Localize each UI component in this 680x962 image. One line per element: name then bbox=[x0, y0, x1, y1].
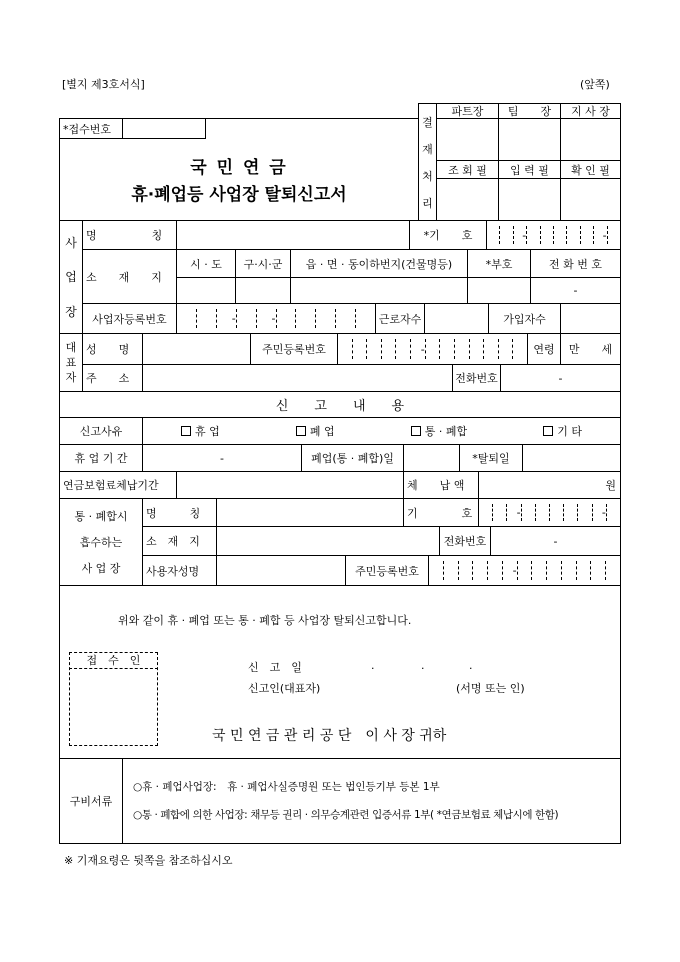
digit-cell[interactable] bbox=[541, 226, 554, 244]
option-label: 폐 업 bbox=[309, 425, 335, 438]
digit-cell[interactable] bbox=[550, 504, 564, 521]
arrears-amount-field[interactable]: 원 bbox=[478, 471, 621, 499]
digit-cell[interactable] bbox=[547, 561, 562, 580]
checkbox-icon[interactable] bbox=[296, 426, 306, 436]
digit-cell[interactable] bbox=[564, 504, 578, 521]
rep-phone-field[interactable]: - bbox=[500, 364, 621, 392]
rep-address-label: 주 소 bbox=[82, 364, 143, 392]
digit-cell[interactable] bbox=[567, 226, 580, 244]
section-line: 통 · 폐합시 bbox=[74, 510, 128, 523]
page-side: (앞쪽) bbox=[580, 78, 610, 91]
approval-char: 재 bbox=[422, 142, 433, 156]
merger-phone-label: 전화번호 bbox=[439, 526, 491, 556]
digit-cell[interactable] bbox=[237, 309, 257, 328]
signature-box[interactable] bbox=[436, 178, 499, 221]
report-date-label: 신 고 일 bbox=[248, 661, 302, 674]
addressee: 국 민 연 금 관 리 공 단 이 사 장 귀하 bbox=[212, 728, 447, 744]
digit-cell[interactable]: - bbox=[411, 339, 426, 359]
declaration-statement: 위와 같이 휴 · 폐업 또는 통 · 폐합 등 사업장 탈퇴신고합니다. bbox=[118, 614, 412, 627]
addr-col-head: 시 · 도 bbox=[176, 249, 236, 278]
signature-box[interactable] bbox=[560, 118, 621, 161]
receiver-label: 접 수 인 bbox=[69, 652, 158, 669]
approval-char: 결 bbox=[422, 115, 433, 129]
merger-code-label: 기 호 bbox=[403, 498, 479, 527]
digit-cell[interactable] bbox=[336, 309, 356, 328]
approval-head: 파트장 bbox=[436, 103, 499, 119]
documents-label: 구비서류 bbox=[59, 758, 123, 844]
section-char: 자 bbox=[65, 371, 77, 384]
receipt-number-field[interactable] bbox=[122, 118, 206, 139]
digit-cell[interactable] bbox=[426, 339, 441, 359]
digit-cell[interactable] bbox=[367, 339, 382, 359]
employer-name-label: 사용자성명 bbox=[142, 555, 217, 586]
digit-cell[interactable] bbox=[591, 561, 606, 580]
digit-cell[interactable] bbox=[522, 504, 536, 521]
digit-cell[interactable] bbox=[554, 226, 567, 244]
workplace-section-label bbox=[59, 220, 83, 334]
digit-cell[interactable] bbox=[577, 561, 592, 580]
digit-cell[interactable] bbox=[606, 561, 620, 580]
document-item: ○휴 · 폐업사업장: 휴 · 폐업사실증명원 또는 법인등기부 등본 1부 bbox=[133, 781, 440, 793]
age-label: 연령 bbox=[527, 333, 561, 365]
checkbox-icon[interactable] bbox=[181, 426, 191, 436]
option-label: 통 · 폐합 bbox=[424, 425, 468, 438]
digit-cell[interactable] bbox=[473, 561, 488, 580]
digit-cell[interactable] bbox=[487, 226, 500, 244]
title-line1: 국 민 연 금 bbox=[190, 157, 288, 178]
digit-cell[interactable] bbox=[499, 339, 514, 359]
signature-box[interactable] bbox=[498, 178, 561, 221]
digit-cell[interactable] bbox=[296, 309, 316, 328]
digit-cell[interactable]: - bbox=[217, 309, 237, 328]
section-char: 사 bbox=[65, 235, 77, 250]
merger-name-field[interactable] bbox=[216, 498, 404, 527]
digit-cell[interactable] bbox=[513, 339, 527, 359]
digit-cell[interactable]: - bbox=[594, 226, 607, 244]
reporter-label: 신고인(대표자) bbox=[248, 682, 321, 695]
workplace-phone-field[interactable]: - bbox=[530, 277, 621, 304]
area-code-field[interactable] bbox=[467, 277, 531, 304]
suspension-period-label: 휴 업 기 간 bbox=[59, 444, 143, 472]
representative-section-label bbox=[59, 333, 83, 392]
digit-cell[interactable] bbox=[277, 309, 297, 328]
digit-cell[interactable]: - bbox=[503, 561, 518, 580]
signature-label: (서명 또는 인) bbox=[456, 682, 525, 695]
approval-head: 지 사 장 bbox=[560, 103, 621, 119]
digit-cell[interactable] bbox=[527, 226, 540, 244]
merger-code-field[interactable] bbox=[478, 498, 621, 527]
addr-col-head: *부호 bbox=[467, 249, 531, 278]
digit-cell[interactable] bbox=[500, 226, 513, 244]
rep-rrn-label: 주민등록번호 bbox=[250, 333, 338, 365]
arrears-amount-label: 체 납 액 bbox=[403, 471, 479, 499]
rep-address-field[interactable] bbox=[142, 364, 453, 392]
digit-cell[interactable] bbox=[488, 561, 503, 580]
digit-cell[interactable] bbox=[429, 561, 444, 580]
suspension-period-field[interactable]: - bbox=[142, 444, 302, 472]
street-address-field[interactable] bbox=[290, 277, 468, 304]
documents-box bbox=[122, 758, 621, 844]
age-field[interactable]: 만 세 bbox=[560, 333, 621, 365]
merger-section-label bbox=[59, 498, 143, 586]
merger-name-label: 명 칭 bbox=[142, 498, 217, 527]
members-field[interactable] bbox=[560, 303, 621, 334]
approval-head: 입 력 필 bbox=[498, 160, 561, 179]
checkbox-icon[interactable] bbox=[543, 426, 553, 436]
digit-cell[interactable] bbox=[493, 504, 507, 521]
digit-cell[interactable] bbox=[484, 339, 499, 359]
document-item: ○통 · 폐합에 의한 사업장: 채무등 권리 · 의무승계관련 입증서류 1부( *연금보험료 체납시에 한함) bbox=[133, 809, 559, 821]
merger-address-label: 소 재 지 bbox=[142, 526, 217, 556]
district-field[interactable] bbox=[235, 277, 291, 304]
approval-char: 리 bbox=[422, 196, 433, 210]
merger-address-field[interactable] bbox=[216, 526, 440, 556]
digit-cell[interactable] bbox=[396, 339, 411, 359]
approval-label bbox=[418, 103, 437, 221]
date-dot: . bbox=[421, 659, 425, 672]
digit-cell[interactable] bbox=[578, 504, 592, 521]
approval-char: 처 bbox=[422, 169, 433, 183]
digit-cell[interactable]: - bbox=[507, 504, 521, 521]
signature-box[interactable] bbox=[560, 178, 621, 221]
section-line: 사 업 장 bbox=[81, 562, 121, 575]
approval-head: 조 회 필 bbox=[436, 160, 499, 179]
arrears-period-field[interactable] bbox=[176, 471, 404, 499]
reason-options bbox=[142, 417, 621, 445]
signature-box[interactable] bbox=[436, 118, 499, 161]
digit-cell[interactable] bbox=[470, 339, 485, 359]
workplace-address-label: 소 재 지 bbox=[82, 249, 177, 304]
receipt-number-label: *접수번호 bbox=[59, 118, 123, 139]
employer-rrn-field[interactable] bbox=[428, 555, 621, 586]
workplace-name-field[interactable] bbox=[176, 220, 410, 250]
closure-date-field[interactable] bbox=[403, 444, 460, 472]
digit-cell[interactable] bbox=[444, 561, 459, 580]
rep-rrn-field[interactable] bbox=[337, 333, 528, 365]
title-line2: 휴·폐업등 사업장 탈퇴신고서 bbox=[131, 184, 347, 205]
footer-note: ※ 기재요령은 뒷쪽을 참조하십시오 bbox=[64, 854, 233, 867]
approval-head: 팀 장 bbox=[498, 103, 561, 119]
business-number-label: 사업자등록번호 bbox=[82, 303, 177, 334]
digit-cell[interactable] bbox=[197, 309, 217, 328]
business-number-field[interactable] bbox=[176, 303, 376, 334]
digit-cell[interactable] bbox=[562, 561, 577, 580]
withdraw-date-label: *탈퇴일 bbox=[459, 444, 523, 472]
digit-cell[interactable] bbox=[459, 561, 474, 580]
digit-cell[interactable]: - bbox=[257, 309, 277, 328]
addr-col-head: 읍 · 면 · 동이하번지(건물명등) bbox=[290, 249, 468, 278]
form-number: [별지 제3호서식] bbox=[62, 78, 145, 91]
province-field[interactable] bbox=[176, 277, 236, 304]
members-label: 가입자수 bbox=[488, 303, 561, 334]
report-heading: 신 고 내 용 bbox=[59, 391, 621, 418]
digit-cell[interactable] bbox=[356, 309, 375, 328]
workers-field[interactable] bbox=[424, 303, 489, 334]
workplace-code-label: *기 호 bbox=[409, 220, 487, 250]
section-line: 흡수하는 bbox=[79, 536, 123, 549]
digit-cell[interactable] bbox=[518, 561, 533, 580]
workplace-code-field[interactable] bbox=[486, 220, 621, 250]
option-label: 휴 업 bbox=[195, 425, 220, 438]
digit-cell[interactable] bbox=[338, 339, 353, 359]
date-dot: . bbox=[469, 659, 473, 672]
option-label: 기 타 bbox=[557, 425, 582, 438]
digit-cell[interactable] bbox=[607, 504, 620, 521]
addr-col-head: 전 화 번 호 bbox=[530, 249, 621, 278]
checkbox-icon[interactable] bbox=[411, 426, 421, 436]
digit-cell[interactable] bbox=[177, 309, 197, 328]
approval-head: 확 인 필 bbox=[560, 160, 621, 179]
workers-label: 근로자수 bbox=[375, 303, 425, 334]
employer-rrn-label: 주민등록번호 bbox=[345, 555, 429, 586]
section-char: 표 bbox=[65, 356, 77, 369]
digit-cell[interactable] bbox=[316, 309, 336, 328]
merger-phone-field[interactable]: - bbox=[490, 526, 621, 556]
reason-option-merger[interactable] bbox=[411, 423, 467, 439]
reason-option-suspension[interactable] bbox=[181, 423, 220, 439]
digit-cell[interactable] bbox=[455, 339, 470, 359]
workplace-name-label: 명 칭 bbox=[82, 220, 177, 250]
closure-date-label: 폐업(통 · 폐합)일 bbox=[301, 444, 404, 472]
digit-cell[interactable] bbox=[608, 226, 620, 244]
digit-cell[interactable]: - bbox=[514, 226, 527, 244]
withdraw-date-field[interactable] bbox=[522, 444, 621, 472]
digit-cell[interactable] bbox=[532, 561, 547, 580]
arrears-period-label: 연금보험료체납기간 bbox=[59, 471, 177, 499]
reason-option-other[interactable] bbox=[543, 423, 582, 439]
digit-cell[interactable] bbox=[581, 226, 594, 244]
rep-phone-label: 전화번호 bbox=[452, 364, 501, 392]
reason-label: 신고사유 bbox=[59, 417, 143, 445]
digit-cell[interactable] bbox=[440, 339, 455, 359]
signature-box[interactable] bbox=[498, 118, 561, 161]
rep-name-label: 성 명 bbox=[82, 333, 143, 365]
digit-cell[interactable]: - bbox=[593, 504, 607, 521]
rep-name-field[interactable] bbox=[142, 333, 251, 365]
date-dot: . bbox=[371, 659, 375, 672]
section-char: 대 bbox=[65, 341, 77, 354]
addr-col-head: 구·시·군 bbox=[235, 249, 291, 278]
section-char: 장 bbox=[65, 305, 77, 320]
section-char: 업 bbox=[65, 270, 77, 285]
employer-name-field[interactable] bbox=[216, 555, 346, 586]
digit-cell[interactable] bbox=[382, 339, 397, 359]
digit-cell[interactable] bbox=[479, 504, 493, 521]
reason-option-closure[interactable] bbox=[296, 423, 335, 439]
digit-cell[interactable] bbox=[536, 504, 550, 521]
digit-cell[interactable] bbox=[353, 339, 368, 359]
